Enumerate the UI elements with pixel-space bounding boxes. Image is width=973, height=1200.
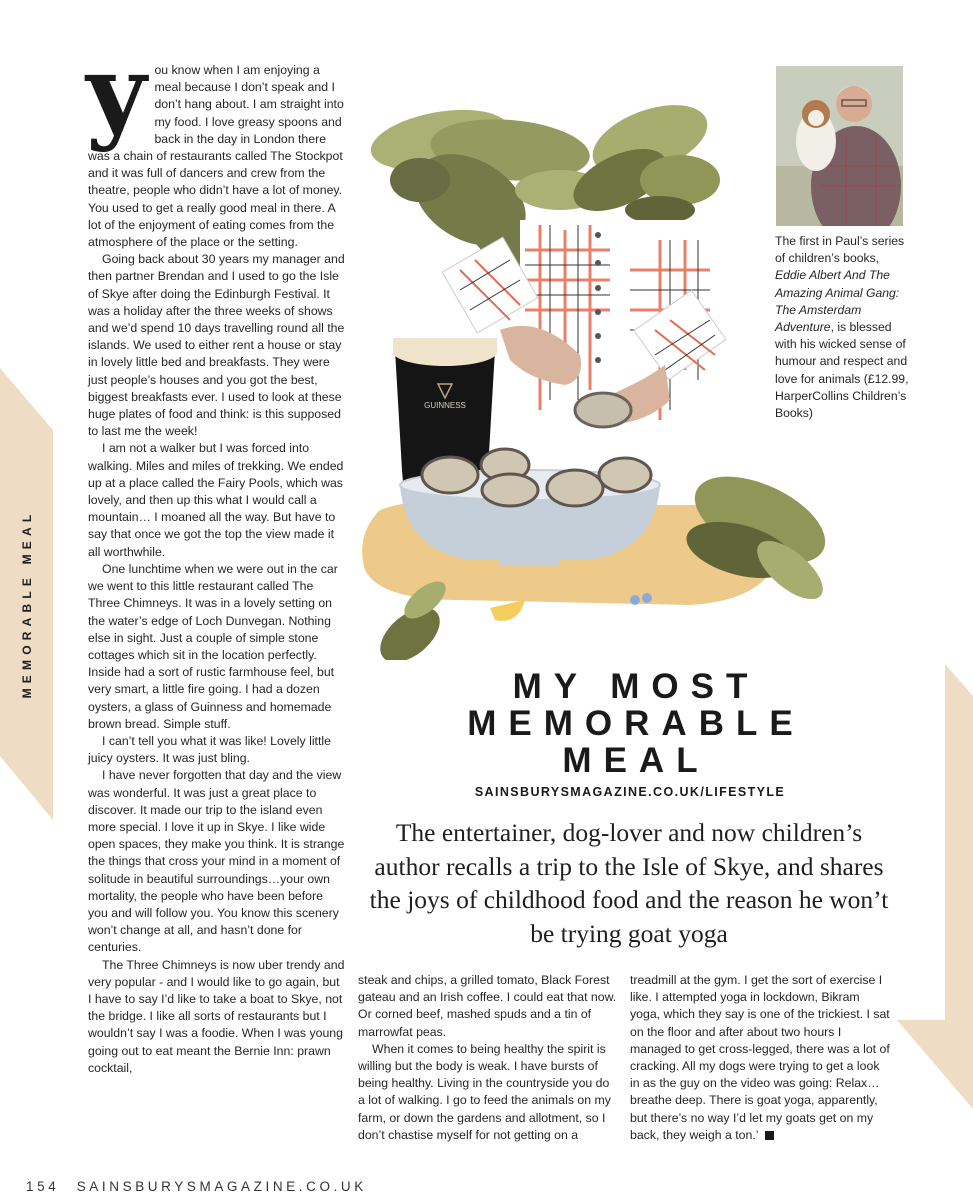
section-tab — [16, 498, 38, 710]
book-title: Eddie Albert And The Amazing Animal Gang: The Amsterdam Adventure — [775, 268, 900, 335]
held-oyster — [575, 393, 631, 427]
standfirst: The entertainer, dog-lover and now children’s author recalls a trip to the Isle of Skye, and shares the joys of childhood food and the reason he won’t be trying goat yoga — [369, 818, 889, 948]
article-paragraph: I am not a walker but I was forced into walking. Miles and miles of trekking. We ended up at a place called the Fairy Pools, which was lovely, and then up this what I would call a mountain… I moaned all the way. But have to say that once we got the top the view made it all worthwhile. — [88, 441, 344, 559]
oysters-illustration — [360, 80, 840, 660]
article-paragraph: One lunchtime when we were out in the car we went to this little restaurant called The Three Chimneys. It was in a lovely setting on the water’s edge of Loch Dunvegan. Nothing else in sight. Just a couple of simple stone cottages which sit in the location perfectly. Inside had a sort of rustic farmhouse feel, but very smart, a little fire going. I had a dozen oysters, a glass of Guinness and homemade brown bread. Simple stuff. — [88, 561, 338, 731]
article-paragraph: The Three Chimneys is now uber trendy and very popular - and I would like to go again, but I have to say I’d like to take a boat to Skye, not the bridge. I like all sorts of restaurants but I wouldn’t say I was a foodie. When I was young going out to eat meant the Bernie Inn: prawn cocktail, — [88, 957, 345, 1075]
article-paragraph: I can’t tell you what it was like! Lovely little juicy oysters. It was just bling. — [88, 733, 331, 766]
accent-band-right — [897, 664, 973, 1109]
end-of-article-mark — [765, 1131, 774, 1140]
section-url: SAINSBURYSMAGAZINE.CO.UK/LIFESTYLE — [474, 785, 786, 799]
title-line: MEMORABLE — [467, 704, 805, 743]
article-column-1 — [86, 31, 346, 1077]
article-paragraph: When it comes to being healthy the spirit is willing but the body is weak. I have bursts of being healthy. Living in the countryside you do a lot of walking. I go to feed the animals on my farm, or down the gardens and allotment, so I don’t chastise myself for not getting on a — [358, 1041, 611, 1142]
article-column-3 — [630, 972, 892, 1144]
article-paragraph: treadmill at the gym. I get the sort of exercise I like. I attempted yoga in lockdown, Bikram yoga, which they say is one of the trickiest. I sat on the floor and after about two hours I managed to get cross-legged, there was a lot of cracking. All my dogs were trying to get a look in as the guy on the video was going: Relax… breathe deep. There is goat yoga, apparently, but there’s no way I’d let my goats get on my back, they weigh a ton.’ — [630, 973, 890, 1142]
photo-caption: The first in Paul’s series of children’s books, Eddie Albert And The Amazing Animal Gang: The Amsterdam Adventure, is blessed with his wicked sense of humour and respect and love for animals (£12.99, HarperCollins Children’s Books) — [775, 234, 909, 421]
page-title — [380, 668, 880, 779]
section-tab-label: MEMORABLE MEAL — [20, 509, 34, 699]
title-line: MEAL — [562, 741, 710, 780]
article-column-2 — [358, 972, 618, 1144]
author-photo — [776, 66, 903, 226]
guinness-logo: GUINNESS — [424, 401, 466, 410]
title-line: MY MOST — [512, 667, 760, 706]
page-number: 154 — [26, 1179, 60, 1194]
article-paragraph: steak and chips, a grilled tomato, Black Forest gateau and an Irish coffee. I could eat that now. Or corned beef, mashed spuds and a tin of marrowfat peas. — [358, 973, 617, 1039]
drop-cap: y — [86, 31, 147, 154]
page-footer — [26, 1179, 367, 1194]
lemon-wedge — [490, 600, 525, 621]
article-paragraph: Going back about 30 years my manager and then partner Brendan and I used to go the Isle of Skye after doing the Edinburgh Festival. It was a holiday after the three weeks of shows and we’d spend 10 days travelling round all the islands. We used to either rent a house or stay in lovely little bed and breakfasts. They were just people’s houses and you got the best, biggest breakfasts ever. I used to look at these huge plates of food and think: is this supposed to last me the week! — [88, 252, 345, 439]
article-paragraph: I have never forgotten that day and the view was wonderful. It was just a great place to discover. It made our trip to the island even more special. I love it up in Skye. I like wide open spaces, they make you think. It is strange the things that cross your mind in a moment of solitude in beautiful surroundings…your own mortality, the people who have been before you and will follow you. You know this scenery won’t change at all, and hasn’t done for centuries. — [88, 768, 345, 955]
article-paragraph: you know when I am enjoying a meal because I don’t speak and I don’t hang about. I am straight into my food. I love greasy spoons and back in the day in London there was a chain of restaurants called The Stockpot and it was full of dancers and crew from the theatre, people who didn’t have a lot of money. You used to get a really good meal in there. A lot of the enjoyment of eating comes from the atmosphere of the place or the setting. — [86, 31, 344, 250]
oyster-bowl — [400, 449, 660, 566]
footer-site: SAINSBURYSMAGAZINE.CO.UK — [76, 1179, 367, 1194]
